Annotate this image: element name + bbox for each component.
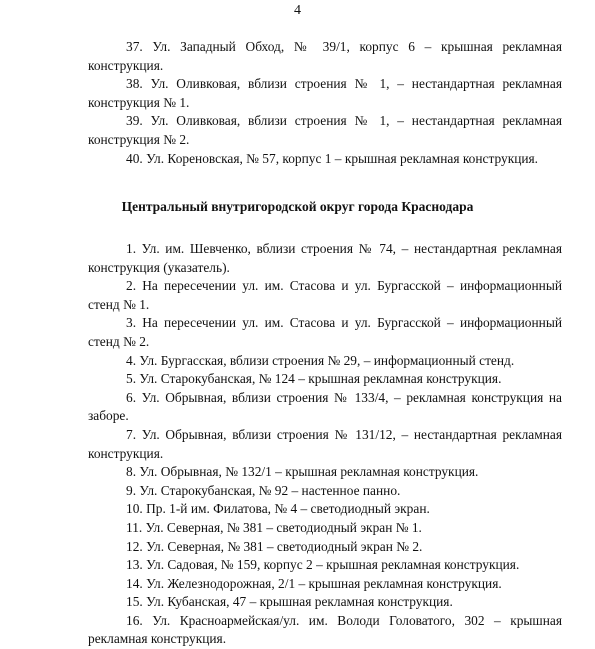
list-item: 15. Ул. Кубанская, 47 – крышная рекламная конструкция. — [126, 594, 453, 610]
list-item: 6. Ул. Обрывная, вблизи строения № 133/4, – рекламная конструкция на заборе. — [88, 389, 562, 424]
list-item: 2. На пересечении ул. им. Стасова и ул. Бургасской – информационный стенд № 1. — [88, 278, 562, 312]
list-item: 37. Ул. Западный Обход, № 39/1, корпус 6 – крышная рекламная конструкция. — [88, 39, 562, 73]
list-item: 14. Ул. Железнодорожная, 2/1 – крышная рекламная конструкция. — [126, 575, 502, 591]
list-item: 5. Ул. Старокубанская, № 124 – крышная рекламная конструкция. — [126, 371, 502, 387]
list-item: 1. Ул. им. Шевченко, вблизи строения № 74, – нестандартная рекламная конструкция (указатель). — [88, 241, 562, 275]
list-item: 38. Ул. Оливковая, вблизи строения № 1, – нестандартная рекламная конструкция № 1. — [88, 76, 562, 110]
page-number: 4 — [294, 3, 301, 18]
top-list — [88, 38, 562, 168]
list-item: 3. На пересечении ул. им. Стасова и ул. Бургасской – информационный стенд № 2. — [88, 315, 562, 349]
list-item: 12. Ул. Северная, № 381 – светодиодный экран № 2. — [126, 538, 423, 554]
list-item: 10. Пр. 1-й им. Филатова, № 4 – светодиодный экран. — [126, 501, 430, 517]
list-item: 7. Ул. Обрывная, вблизи строения № 131/12, – нестандартная рекламная конструкция. — [88, 426, 562, 461]
list-item: 13. Ул. Садовая, № 159, корпус 2 – крышная рекламная конструкция. — [126, 557, 520, 573]
list-item: 4. Ул. Бургасская, вблизи строения № 29, – информационный стенд. — [126, 352, 515, 368]
list-item: 16. Ул. Красноармейская/ул. им. Володи Головатого, 302 – крышная рекламная конструкция. — [88, 612, 562, 647]
list-item: 8. Ул. Обрывная, № 132/1 – крышная рекламная конструкция. — [126, 464, 479, 480]
section-title: Центральный внутригородской округ города Краснодара — [121, 199, 474, 214]
section-list — [88, 240, 562, 649]
list-item: 9. Ул. Старокубанская, № 92 – настенное панно. — [126, 482, 401, 498]
list-item: 39. Ул. Оливковая, вблизи строения № 1, – нестандартная рекламная конструкция № 2. — [88, 113, 562, 147]
list-item: 40. Ул. Кореновская, № 57, корпус 1 – крышная рекламная конструкция. — [126, 150, 539, 166]
list-item: 11. Ул. Северная, № 381 – светодиодный экран № 1. — [126, 519, 422, 535]
